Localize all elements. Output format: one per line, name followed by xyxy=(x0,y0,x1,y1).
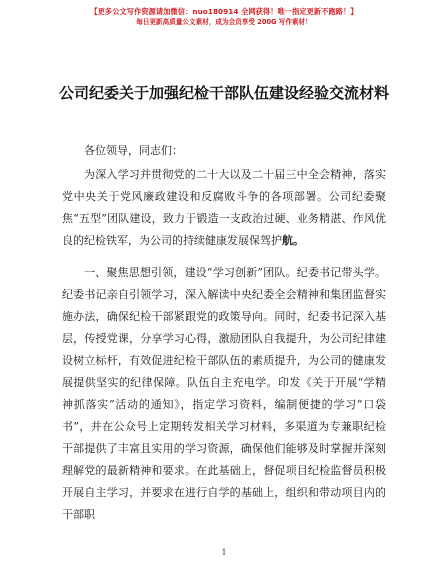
document-body xyxy=(62,140,386,526)
paragraph-section-1: 一、聚焦思想引领，建设“学习创新”团队。纪委书记带头学。纪委书记亲自引领学习，深入解读中央纪委全会精神和集团监督实施办法，确保纪检干部紧跟党的政策导向。同时，纪委书记深入基层，传授党课，分享学习心得，激励团队自我提升，为公司纪律建设树立标杆，有效促进纪检干部队伍的素质提升，为公司的健康发展提供坚实的纪律保障。队伍自主充电学。印发《关于开展“学精神抓落实”活动的通知》，指定学习资料，编制便捷的学习“口袋书”，并在公众号上定期转发相关学习材料，多渠道为专兼职纪检干部提供了丰富且实用的学习资源，确保他们能够及时掌握并深刻理解党的最新精神和要求。在此基础上，督促项目纪检监督员积极开展自主学习，并要求在进行自学的基础上，组织和带动项目内的干部职 xyxy=(62,266,386,521)
document-title: 公司纪委关于加强纪检干部队伍建设经验交流材料 xyxy=(58,84,389,102)
paragraph-intro-text: 为深入学习并贯彻党的二十大以及二十届三中全会精神，落实党中央关于党风廉政建设和反腐败斗争的各项部署。公司纪委聚焦“五型”团队建设，致力于锻造一支政治过硬、业务精湛、作风优良的纪检铁军，为公司的持续健康发展保驾护 xyxy=(62,168,386,247)
banner-line-1: 【更多公文写作资源请加微信：nuo180914 全网获得！唯一指定更新不跑路！】 xyxy=(90,7,358,16)
salutation: 各位领导，同志们： xyxy=(84,144,183,157)
page-number: 1 xyxy=(221,548,227,557)
header-banner xyxy=(0,6,448,27)
banner-line-2: 每日更新高质量公文素材，成为会员享受 200G 写作素材！ xyxy=(136,18,312,26)
paragraph-intro xyxy=(62,164,386,252)
paragraph-intro-end: 航。 xyxy=(282,234,304,247)
